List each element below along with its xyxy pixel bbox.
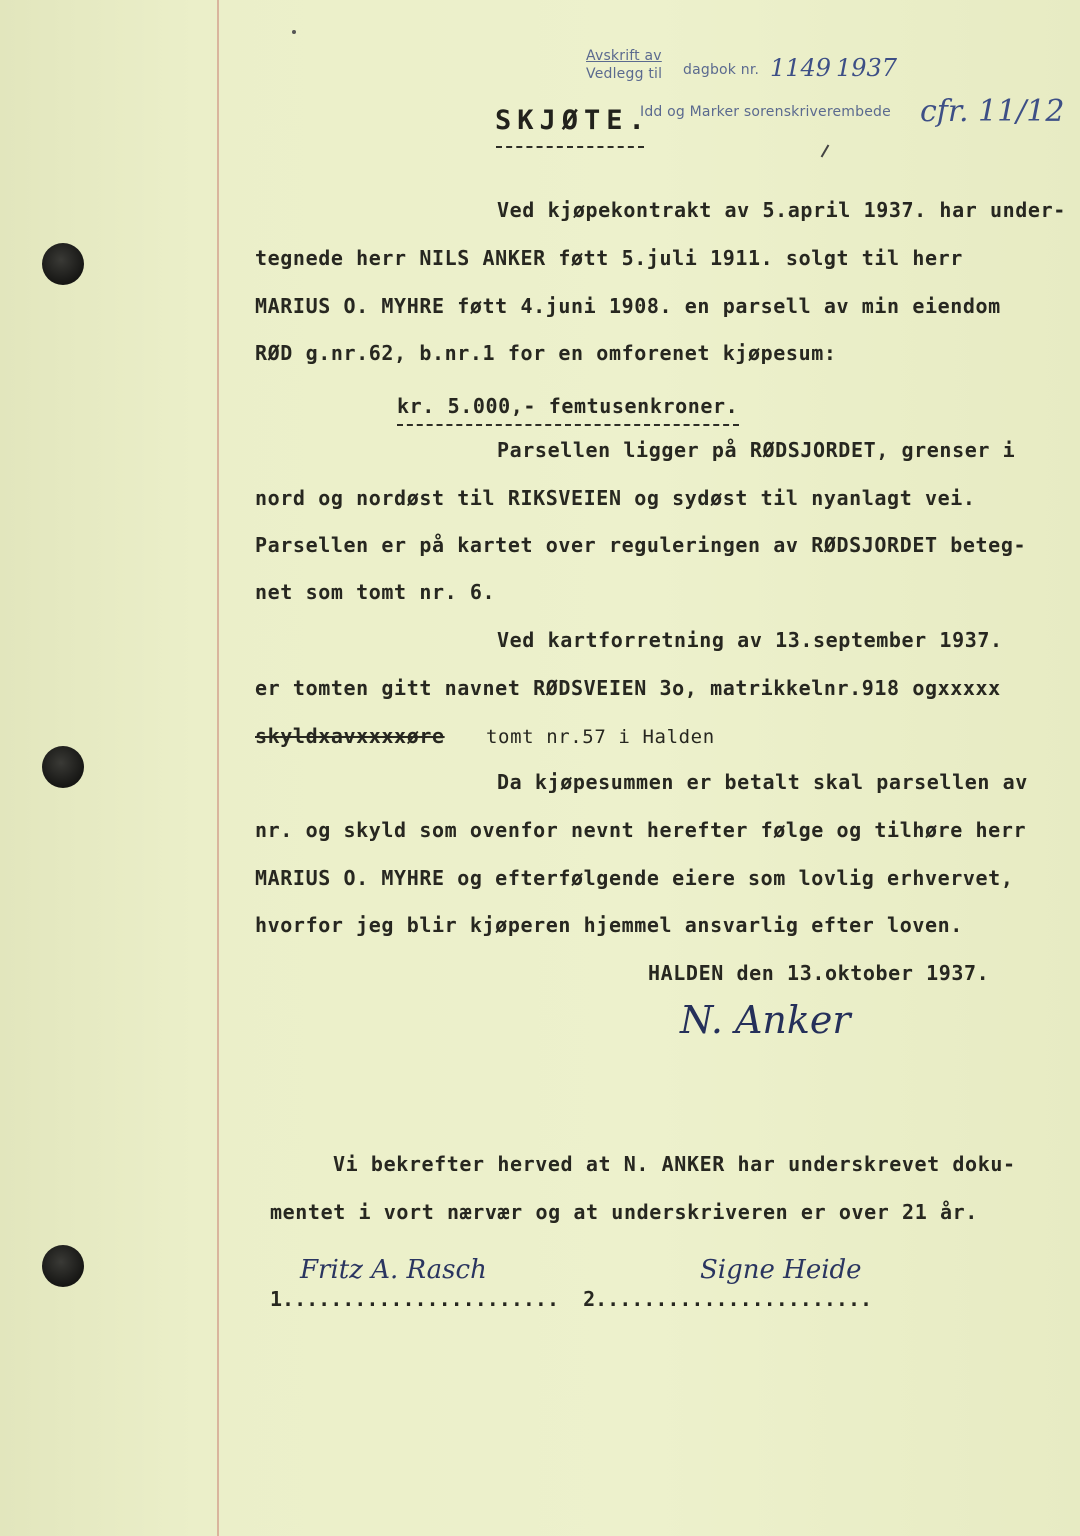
ink-dot xyxy=(292,30,296,34)
stamp-line-1: Avskrift av xyxy=(586,48,662,64)
body-line: tegnede herr NILS ANKER føtt 5.juli 1911. solgt til herr xyxy=(255,246,963,270)
punch-hole xyxy=(42,243,84,285)
witness-2-signature: Signe Heide xyxy=(700,1255,862,1285)
punch-hole xyxy=(42,1245,84,1287)
body-line: Ved kartforretning av 13.september 1937. xyxy=(497,628,1003,652)
margin-rule xyxy=(217,0,219,1536)
body-line: Vi bekrefter herved at N. ANKER har underskrevet doku- xyxy=(333,1152,1016,1176)
handwritten-note: cfr. 11/12 xyxy=(920,94,1065,129)
struck-text: skyldxavxxxxøre xyxy=(255,724,445,748)
title-underline xyxy=(496,146,644,148)
amount-underline xyxy=(397,424,739,426)
stamp-line-3: dagbok nr. xyxy=(683,62,760,78)
stamp-line-2: Vedlegg til xyxy=(586,66,663,82)
document-title: SKJØTE. xyxy=(495,105,651,136)
witness-signature-lines: 1....................... 2....................... xyxy=(270,1287,873,1311)
seller-signature: N. Anker xyxy=(680,998,851,1042)
date-line: HALDEN den 13.oktober 1937. xyxy=(648,961,990,985)
body-line: tomt nr.57 i Halden xyxy=(486,726,715,748)
ink-tick xyxy=(821,144,830,157)
body-line: Parsellen er på kartet over reguleringen av RØDSJORDET beteg- xyxy=(255,533,1027,557)
body-line: net som tomt nr. 6. xyxy=(255,580,496,604)
body-line: MARIUS O. MYHRE føtt 4.juni 1908. en parsell av min eiendom xyxy=(255,294,1001,318)
body-line: MARIUS O. MYHRE og efterfølgende eiere som lovlig erhvervet, xyxy=(255,866,1014,890)
stamp-office: Idd og Marker sorenskriverembede xyxy=(640,104,891,120)
amount-line: kr. 5.000,- femtusenkroner. xyxy=(397,394,739,418)
body-line: Parsellen ligger på RØDSJORDET, grenser i xyxy=(497,438,1016,462)
punch-hole xyxy=(42,746,84,788)
body-line: nord og nordøst til RIKSVEIEN og sydøst til nyanlagt vei. xyxy=(255,486,976,510)
journal-year: 1937 xyxy=(836,54,898,82)
body-line: nr. og skyld som ovenfor nevnt herefter følge og tilhøre herr xyxy=(255,818,1027,842)
journal-number: 1149 xyxy=(770,54,832,82)
body-line: RØD g.nr.62, b.nr.1 for en omforenet kjøpesum: xyxy=(255,341,837,365)
body-line: mentet i vort nærvær og at underskriveren er over 21 år. xyxy=(270,1200,978,1224)
body-line: Ved kjøpekontrakt av 5.april 1937. har under- xyxy=(497,198,1066,222)
body-line: hvorfor jeg blir kjøperen hjemmel ansvarlig efter loven. xyxy=(255,913,963,937)
body-line: Da kjøpesummen er betalt skal parsellen av xyxy=(497,770,1028,794)
witness-1-signature: Fritz A. Rasch xyxy=(300,1255,487,1285)
body-line: er tomten gitt navnet RØDSVEIEN 3o, matrikkelnr.918 ogxxxxx xyxy=(255,676,1001,700)
